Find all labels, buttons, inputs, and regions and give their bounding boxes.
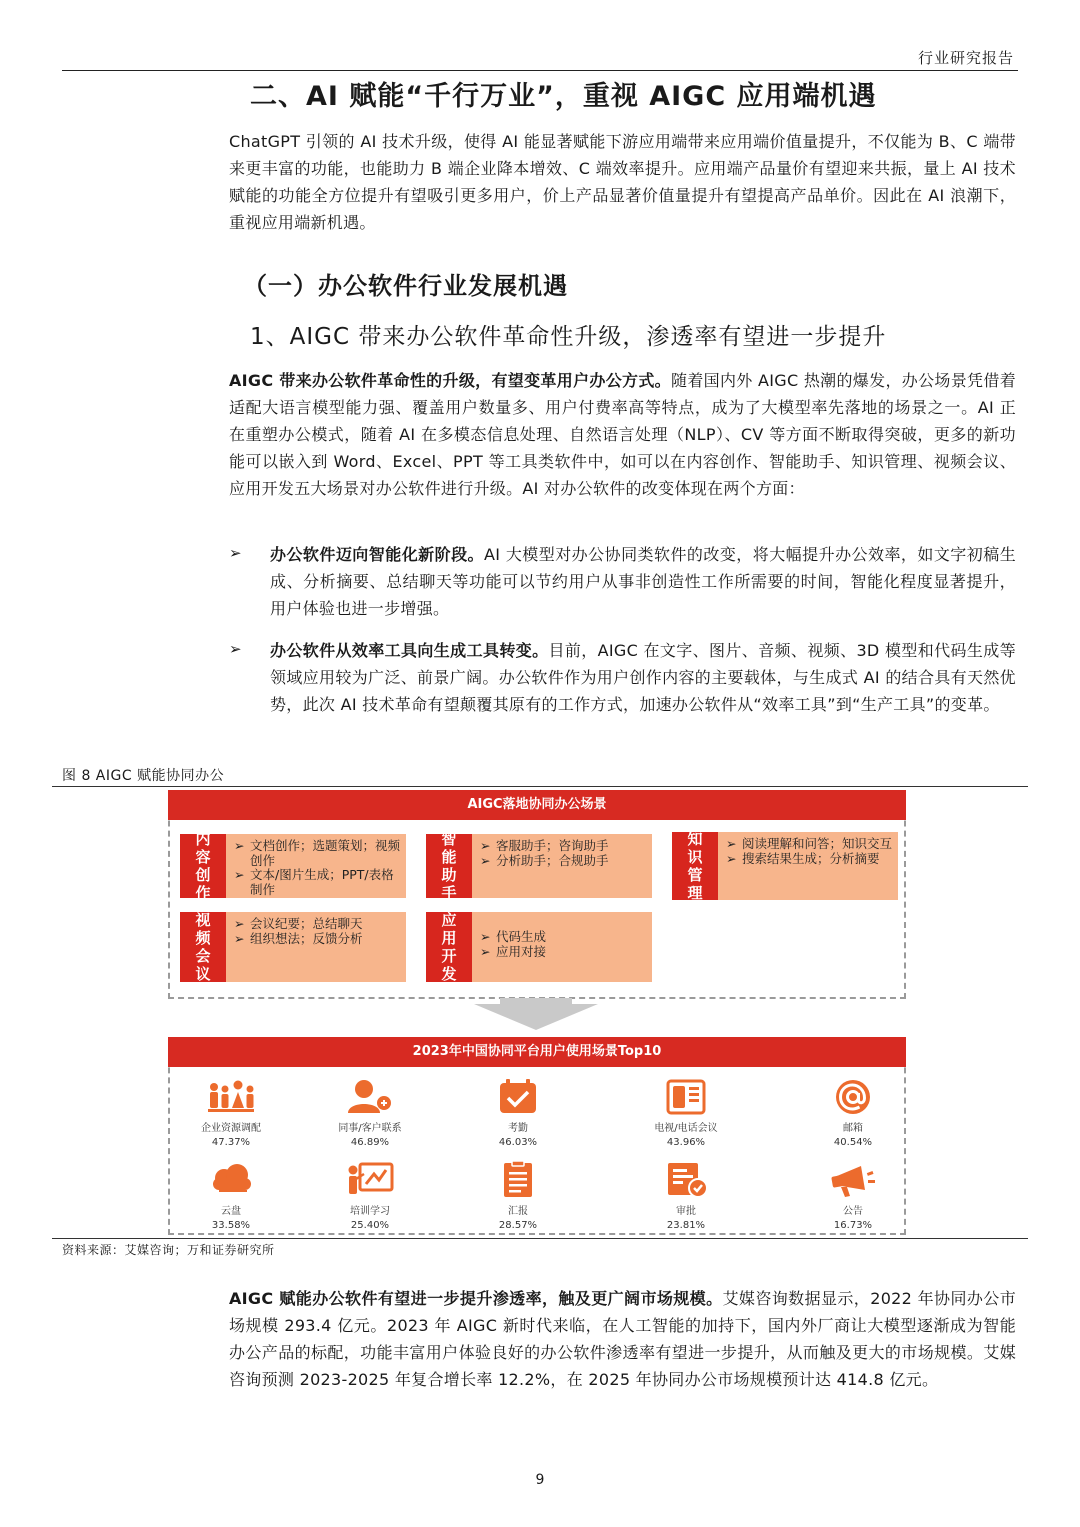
section-title: 二、AI 赋能“千行万业”，重视 AIGC 应用端机遇	[250, 81, 877, 112]
arrow-icon: ➢	[480, 943, 491, 959]
bullet-arrow-icon: ➢	[229, 640, 242, 658]
usecase-item	[803, 1077, 903, 1148]
usecase-percent: 43.96%	[666, 1137, 706, 1148]
tag-char: 用	[441, 929, 457, 947]
subsection-title: （一）办公软件行业发展机遇	[243, 272, 568, 300]
paragraph-lead: AIGC 带来办公软件革命性的升级，有望变革用户办公方式。	[229, 371, 671, 390]
cloud-drive-icon	[205, 1160, 257, 1200]
arrow-icon: ➢	[480, 852, 491, 868]
intro-paragraph: ChatGPT 引领的 AI 技术升级，使得 AI 能显著赋能下游应用端带来应用端价值量提升，不仅能为 B、C 端带来更丰富的功能，也能助力 B 端企业降本增效、C 端效率提升。应用端产品量价有望迎来共振，量上 AI 技术赋能的功能全方位提升有望吸引更多用户，价上产品显著价值量提升有望提高产品单价。因此在 AI 浪潮下，重视应用端新机遇。	[229, 132, 1016, 232]
bullet-body: 目前，AIGC 在文字、图片、音频、视频、3D 模型和代码生成等领域应用较为广泛、前景广阔。办公软件作为用户创作内容的主要载体，与生成式 AI 的结合具有天然优势，此次 AI 技术革命有望颠覆其原有的工作方式，加速办公软件从“效率工具”到“生产工具”的变革。	[270, 641, 1016, 714]
arrow-icon: ➢	[234, 930, 245, 946]
arrow-icon: ➢	[726, 836, 737, 851]
subsubsection-title: 1、AIGC 带来办公软件革命性升级，渗透率有望进一步提升	[250, 324, 887, 350]
scenario-tag-video-meeting	[180, 912, 226, 982]
scenario-items-content-creation	[226, 834, 406, 898]
arrow-icon: ➢	[234, 916, 245, 931]
tag-char: 容	[195, 848, 211, 866]
bullet-item	[270, 541, 1016, 622]
scenario-tag-app-development	[426, 912, 472, 982]
usecase-label: 企业资源调配	[201, 1123, 261, 1134]
tag-char: 手	[441, 884, 457, 902]
scenario-items-knowledge-management	[718, 832, 898, 900]
scenario-tag-content-creation	[180, 830, 226, 902]
usecase-banner: 2023年中国协同平台用户使用场景Top10	[168, 1037, 906, 1067]
usecase-item	[320, 1160, 420, 1231]
paragraph-office-upgrade	[229, 367, 1016, 502]
figure-bottom-rule	[52, 1238, 1028, 1239]
usecase-label: 邮箱	[843, 1123, 863, 1134]
tag-char: 管	[687, 866, 703, 884]
figure-top-rule	[52, 786, 1028, 787]
scenario-items-smart-assistant	[472, 834, 652, 898]
tag-char: 作	[195, 884, 211, 902]
usecase-label: 同事/客户联系	[338, 1123, 402, 1134]
attendance-check-icon	[492, 1077, 544, 1117]
bullet-item	[270, 637, 1016, 718]
arrow-icon: ➢	[234, 838, 245, 853]
usecase-item	[636, 1160, 736, 1231]
usecase-item	[803, 1160, 903, 1231]
scenario-tag-knowledge-management	[672, 832, 718, 900]
bullet-arrow-icon: ➢	[229, 544, 242, 562]
paragraph-market-size	[229, 1285, 1016, 1393]
approval-card-icon	[660, 1160, 712, 1200]
figure-source: 资料来源：艾媒咨询；万和证券研究所	[62, 1243, 275, 1257]
report-type-label: 行业研究报告	[917, 49, 1014, 67]
scenario-items-app-development	[472, 912, 652, 982]
usecase-label: 考勤	[508, 1123, 528, 1134]
usecase-percent: 25.40%	[350, 1220, 390, 1231]
megaphone-icon	[827, 1160, 879, 1200]
email-at-icon	[827, 1077, 879, 1117]
usecase-percent: 33.58%	[211, 1220, 251, 1231]
tag-char: 内	[195, 830, 211, 848]
scenario-item: 应用对接	[496, 943, 547, 959]
paragraph-body: 艾媒咨询数据显示，2022 年协同办公市场规模 293.4 亿元。2023 年 AIGC 新时代来临，在人工智能的加持下，国内外厂商让大模型逐渐成为智能办公产品的标配，功能丰富用户体验良好的办公软件渗透率有望进一步提升，从而触及更大的市场规模。艾媒咨询预测 2023-2025 年复合增长率 12.2%，在 2025 年协同办公市场规模预计达 414.8 亿元。	[229, 1289, 1016, 1389]
tag-char: 能	[441, 848, 457, 866]
bullet-body: AI 大模型对办公协同类软件的改变，将大幅提升办公效率，如文字初稿生成、分析摘要、总结聊天等功能可以节约用户从事非创造性工作所需要的时间，智能化程度显著提升，用户体验也进一步增强。	[270, 545, 1016, 618]
tag-char: 智	[441, 830, 457, 848]
people-org-icon	[205, 1077, 257, 1117]
usecase-label: 公告	[843, 1206, 863, 1217]
tag-char: 应	[441, 911, 457, 929]
tag-char: 发	[441, 965, 457, 983]
arrow-icon: ➢	[726, 850, 737, 866]
scenario-banner: AIGC落地协同办公场景	[168, 790, 906, 820]
usecase-label: 汇报	[508, 1206, 528, 1217]
usecase-item	[468, 1160, 568, 1231]
tag-char: 频	[195, 929, 211, 947]
tag-char: 理	[687, 884, 703, 902]
tag-char: 议	[195, 965, 211, 983]
page-number: 9	[535, 1472, 545, 1488]
paragraph-body: 随着国内外 AIGC 热潮的爆发，办公场景凭借着适配大语言模型能力强、覆盖用户数量多、用户付费率高等特点，成为了大模型率先落地的场景之一。AI 正在重塑办公模式，随着 AI 在多模态信息处理、自然语言处理（NLP）、CV 等方面不断取得突破，更多的新功能可以嵌入到 Word、Excel、PPT 等工具类软件中，如可以在内容创作、智能助手、知识管理、视频会议、应用开发五大场景对办公软件进行升级。AI 对办公软件的改变体现在两个方面：	[229, 371, 1016, 498]
scenario-item: 阅读理解和问答；知识交互	[742, 836, 893, 851]
usecase-label: 云盘	[221, 1206, 241, 1217]
usecase-item	[181, 1160, 281, 1231]
header-rule	[62, 70, 1018, 71]
tag-char: 会	[195, 947, 211, 965]
arrow-icon: ➢	[480, 838, 491, 853]
scenario-items-video-meeting	[226, 912, 406, 982]
tag-char: 开	[441, 947, 457, 965]
bullet-lead: 办公软件迈向智能化新阶段。	[270, 545, 485, 564]
scenario-item: 搜索结果生成；分析摘要	[742, 850, 880, 866]
usecase-item	[468, 1077, 568, 1148]
tag-char: 视	[195, 911, 211, 929]
tag-char: 创	[195, 866, 211, 884]
usecase-label: 电视/电话会议	[654, 1123, 718, 1134]
scenario-item: 文档创作；选题策划；视频创作	[250, 838, 401, 868]
scenario-item: 客服助手；咨询助手	[496, 838, 609, 853]
bullet-lead: 办公软件从效率工具向生成工具转变。	[270, 641, 549, 660]
tag-char: 助	[441, 866, 457, 884]
usecase-item	[181, 1077, 281, 1148]
usecase-item	[636, 1077, 736, 1148]
usecase-label: 培训学习	[350, 1206, 390, 1217]
contact-person-icon	[344, 1077, 396, 1117]
usecase-percent: 47.37%	[211, 1137, 251, 1148]
down-arrow-icon	[474, 1004, 598, 1030]
arrow-icon: ➢	[234, 867, 245, 882]
scenario-item: 分析助手；合规助手	[496, 852, 609, 868]
training-board-icon	[344, 1160, 396, 1200]
scenario-item: 会议纪要；总结聊天	[250, 916, 363, 931]
tag-char: 识	[687, 848, 703, 866]
usecase-percent: 16.73%	[833, 1220, 873, 1231]
usecase-label: 审批	[676, 1206, 696, 1217]
scenario-tag-smart-assistant	[426, 830, 472, 902]
tag-char: 知	[687, 830, 703, 848]
usecase-percent: 40.54%	[833, 1137, 873, 1148]
scenario-item: 组织想法；反馈分析	[250, 930, 363, 946]
usecase-percent: 23.81%	[666, 1220, 706, 1231]
usecase-percent: 46.89%	[350, 1137, 390, 1148]
usecase-percent: 28.57%	[498, 1220, 538, 1231]
paragraph-lead: AIGC 赋能办公软件有望进一步提升渗透率，触及更广阔市场规模。	[229, 1289, 723, 1308]
usecase-percent: 46.03%	[498, 1137, 538, 1148]
phone-conference-icon	[660, 1077, 712, 1117]
scenario-item: 文本/图片生成；PPT/表格制作	[250, 867, 394, 897]
usecase-item	[320, 1077, 420, 1148]
scenario-item: 代码生成	[496, 929, 547, 944]
report-document-icon	[492, 1160, 544, 1200]
arrow-icon: ➢	[480, 929, 491, 944]
figure-caption: 图 8 AIGC 赋能协同办公	[62, 768, 225, 784]
